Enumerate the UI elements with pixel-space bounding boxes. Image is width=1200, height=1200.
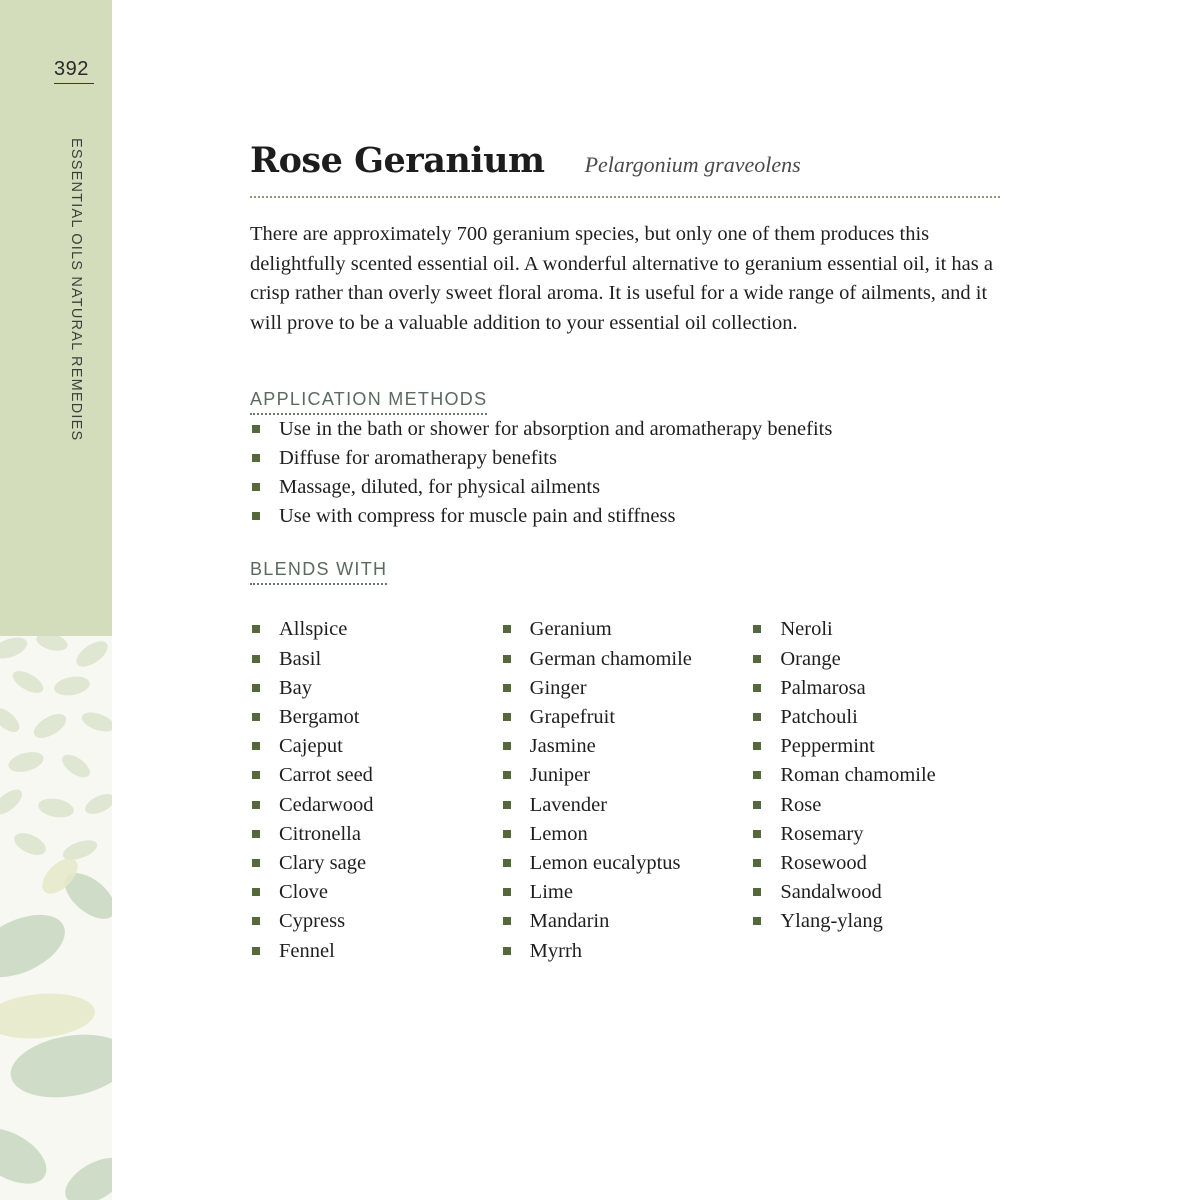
list-item: Orange (751, 645, 1002, 674)
list-item: Juniper (501, 761, 752, 790)
bullet-square-icon (753, 742, 761, 750)
list-item: Use in the bath or shower for absorption and aromatherapy benefits (250, 415, 1002, 444)
bullet-square-icon (252, 801, 260, 809)
bullet-square-icon (252, 454, 260, 462)
intro-paragraph: There are approximately 700 geranium species, but only one of them produces this delightfully scented essential oil. A wonderful alternative to geranium essential oil, it has a crisp rather than overly sweet floral aroma. It is useful for a wide range of ailments, and it will prove to be a valuable addition to your essential oil collection. (250, 223, 993, 334)
list-item: Lavender (501, 791, 752, 820)
list-item: Citronella (250, 820, 501, 849)
entry-content (250, 140, 1002, 966)
bullet-square-icon (252, 684, 260, 692)
list-item: Neroli (751, 615, 1002, 644)
list-item: Rosewood (751, 849, 1002, 878)
blends-column-3 (751, 615, 1002, 965)
bullet-square-icon (252, 917, 260, 925)
list-item: Sandalwood (751, 878, 1002, 907)
bullet-square-icon (252, 742, 260, 750)
blends-with-heading: BLENDS WITH (250, 559, 387, 585)
page-number-rule (54, 83, 94, 84)
bullet-square-icon (252, 655, 260, 663)
bullet-square-icon (753, 801, 761, 809)
bullet-square-icon (753, 655, 761, 663)
bullet-square-icon (503, 830, 511, 838)
list-item: Bergamot (250, 703, 501, 732)
bullet-square-icon (252, 625, 260, 633)
bullet-square-icon (753, 625, 761, 633)
list-item: Cypress (250, 907, 501, 936)
bullet-square-icon (503, 655, 511, 663)
list-item: Cedarwood (250, 791, 501, 820)
list-item: Roman chamomile (751, 761, 1002, 790)
entry-title: Rose Geranium (250, 140, 545, 181)
bullet-square-icon (503, 742, 511, 750)
bullet-square-icon (252, 771, 260, 779)
latin-name: Pelargonium graveolens (584, 152, 801, 177)
bullet-square-icon (503, 888, 511, 896)
bullet-square-icon (503, 917, 511, 925)
list-item: Allspice (250, 615, 501, 644)
list-item: Use with compress for muscle pain and stiffness (250, 502, 1002, 531)
list-item: Cajeput (250, 732, 501, 761)
bullet-square-icon (252, 512, 260, 520)
list-item: Fennel (250, 937, 501, 966)
bullet-square-icon (252, 888, 260, 896)
blends-column-2 (501, 615, 752, 965)
blends-with-columns (250, 615, 1002, 965)
page-number: 392 (54, 58, 89, 80)
list-item: Jasmine (501, 732, 752, 761)
bullet-square-icon (753, 888, 761, 896)
bullet-square-icon (753, 771, 761, 779)
list-item: Grapefruit (501, 703, 752, 732)
bullet-square-icon (252, 425, 260, 433)
list-item: German chamomile (501, 645, 752, 674)
list-item: Geranium (501, 615, 752, 644)
bullet-square-icon (753, 859, 761, 867)
bullet-square-icon (753, 713, 761, 721)
bullet-square-icon (252, 859, 260, 867)
bullet-square-icon (503, 684, 511, 692)
bullet-square-icon (252, 830, 260, 838)
sidebar-band (0, 0, 112, 636)
list-item: Carrot seed (250, 761, 501, 790)
list-item: Ginger (501, 674, 752, 703)
list-item: Myrrh (501, 937, 752, 966)
list-item: Mandarin (501, 907, 752, 936)
bullet-square-icon (503, 947, 511, 955)
leaf-pattern-decoration (0, 636, 112, 1200)
bullet-square-icon (252, 947, 260, 955)
bullet-square-icon (753, 917, 761, 925)
list-item: Lime (501, 878, 752, 907)
sidebar (0, 0, 112, 1200)
blends-column-1 (250, 615, 501, 965)
list-item: Diffuse for aromatherapy benefits (250, 444, 1002, 473)
list-item: Rosemary (751, 820, 1002, 849)
list-item: Basil (250, 645, 501, 674)
running-head: ESSENTIAL OILS NATURAL REMEDIES (68, 138, 84, 442)
bullet-square-icon (252, 713, 260, 721)
list-item: Rose (751, 791, 1002, 820)
list-item: Lemon (501, 820, 752, 849)
bullet-square-icon (503, 801, 511, 809)
bullet-square-icon (503, 771, 511, 779)
list-item: Massage, diluted, for physical ailments (250, 473, 1002, 502)
list-item: Ylang-ylang (751, 907, 1002, 936)
list-item: Patchouli (751, 703, 1002, 732)
list-item: Clary sage (250, 849, 501, 878)
bullet-square-icon (252, 483, 260, 491)
bullet-square-icon (503, 625, 511, 633)
title-divider (250, 196, 1000, 198)
application-methods-list (250, 415, 1002, 532)
list-item: Palmarosa (751, 674, 1002, 703)
title-row (250, 140, 1002, 192)
bullet-square-icon (753, 684, 761, 692)
list-item: Lemon eucalyptus (501, 849, 752, 878)
list-item: Bay (250, 674, 501, 703)
bullet-square-icon (753, 830, 761, 838)
list-item: Peppermint (751, 732, 1002, 761)
application-methods-heading: APPLICATION METHODS (250, 389, 487, 415)
bullet-square-icon (503, 859, 511, 867)
bullet-square-icon (503, 713, 511, 721)
list-item: Clove (250, 878, 501, 907)
